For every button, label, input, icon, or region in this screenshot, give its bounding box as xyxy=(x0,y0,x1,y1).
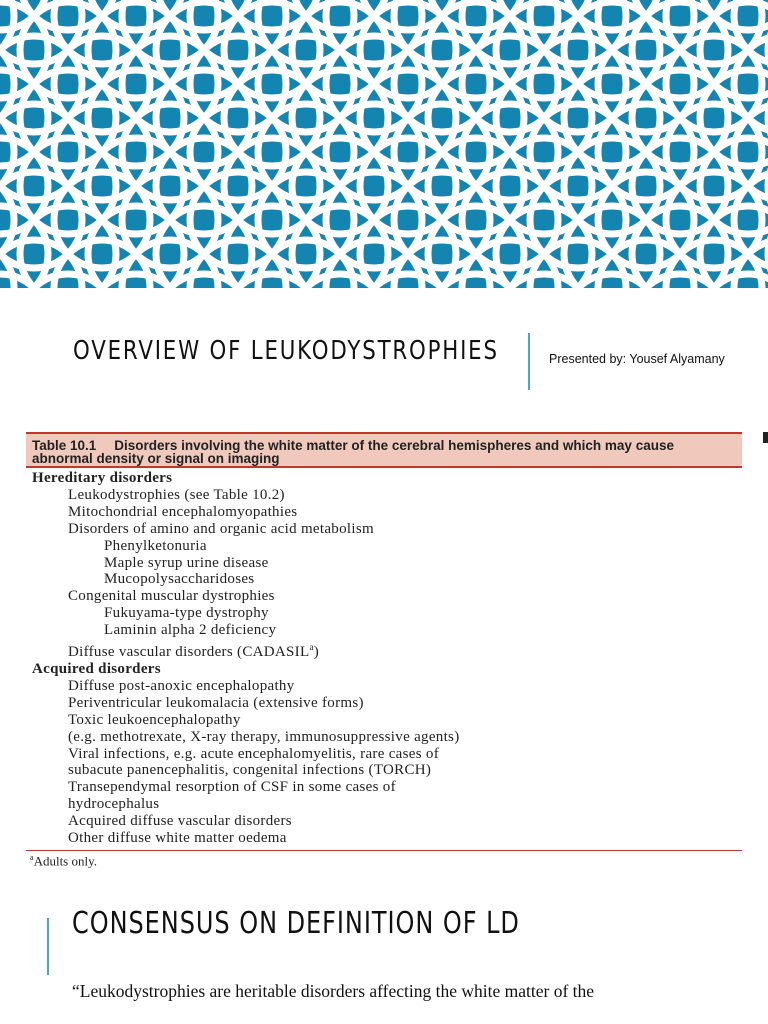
table-row xyxy=(26,695,742,712)
table-caption-text: Disorders involving the white matter of the cerebral hemispheres and which may cause abnormal density or signal on imaging xyxy=(32,438,674,466)
table-row-text: Disorders of amino and organic acid metabolism xyxy=(68,520,374,537)
table-row-text: subacute panencephalitis, congenital infections (TORCH) xyxy=(68,762,432,779)
table-row-text-end: ) xyxy=(313,644,320,661)
footnote-mark: a xyxy=(30,852,34,862)
table-row-text: Periventricular leukomalacia (extensive forms) xyxy=(68,694,364,711)
title-divider xyxy=(528,333,530,390)
table-row-text: Mucopolysaccharidoses xyxy=(104,571,255,588)
table-row xyxy=(26,588,742,605)
table-group-heading xyxy=(26,661,742,678)
disorders-table xyxy=(26,432,742,869)
table-row-text: Other diffuse white matter oedema xyxy=(68,830,287,847)
table-row xyxy=(26,762,742,779)
decorative-pattern-band xyxy=(0,0,768,288)
table-row-text: Toxic leukoencephalopathy xyxy=(68,711,241,728)
table-row-text: Diffuse post-anoxic encephalopathy xyxy=(68,677,295,694)
table-number: Table 10.1 xyxy=(32,438,97,453)
table-row xyxy=(26,538,742,555)
table-row xyxy=(26,813,742,830)
table-row-text: Hereditary disorders xyxy=(32,470,173,486)
footnote-text: Adults only. xyxy=(33,853,98,869)
table-row xyxy=(26,487,742,504)
table-row xyxy=(26,729,742,746)
table-row-text: Laminin alpha 2 deficiency xyxy=(104,622,277,639)
section-title: CONSENSUS ON DEFINITION OF LD xyxy=(72,906,520,941)
table-row xyxy=(26,712,742,729)
table-row-text: Leukodystrophies (see Table 10.2) xyxy=(68,486,285,503)
section-accent-line xyxy=(47,918,49,975)
edge-fragment xyxy=(763,432,768,443)
table-row xyxy=(26,830,742,847)
table-row-text: Fukuyama-type dystrophy xyxy=(104,605,269,622)
table-row xyxy=(26,571,742,588)
table-row xyxy=(26,796,742,813)
table-row-text: Acquired diffuse vascular disorders xyxy=(68,813,292,830)
table-body xyxy=(26,468,742,851)
table-row xyxy=(26,521,742,538)
table-row-text: Viral infections, e.g. acute encephalomyelitis, rare cases of xyxy=(68,745,439,762)
slide-title: OVERVIEW OF LEUKODYSTROPHIES xyxy=(73,336,499,366)
table-caption xyxy=(26,432,742,468)
table-row-text: Maple syrup urine disease xyxy=(104,554,269,571)
table-row xyxy=(26,678,742,695)
table-row-text: Mitochondrial encephalomyopathies xyxy=(68,503,298,520)
table-row-text: hydrocephalus xyxy=(68,796,160,813)
table-row-footnote-mark: a xyxy=(309,642,314,653)
table-row-text: (e.g. methotrexate, X-ray therapy, immunosuppressive agents) xyxy=(68,728,460,745)
table-footnote xyxy=(26,851,742,869)
presenter-credit: Presented by: Yousef Alyamany xyxy=(549,352,725,366)
table-row xyxy=(26,622,742,639)
table-row xyxy=(26,504,742,521)
interlocking-rings-pattern xyxy=(0,0,768,288)
definition-quote: “Leukodystrophies are heritable disorders affecting the white matter of the xyxy=(72,981,595,1001)
table-row xyxy=(26,605,742,622)
table-row-text: Phenylketonuria xyxy=(104,537,207,554)
table-row-text: Diffuse vascular disorders (CADASIL xyxy=(68,644,310,661)
table-row-text: Acquired disorders xyxy=(32,660,161,677)
table-row-text: Congenital muscular dystrophies xyxy=(68,588,275,605)
table-row-text: Transependymal resorption of CSF in some cases of xyxy=(68,779,396,796)
table-group-heading xyxy=(26,470,742,487)
table-row xyxy=(26,779,742,796)
table-row xyxy=(26,746,742,763)
table-row xyxy=(26,555,742,572)
table-row xyxy=(26,639,742,661)
